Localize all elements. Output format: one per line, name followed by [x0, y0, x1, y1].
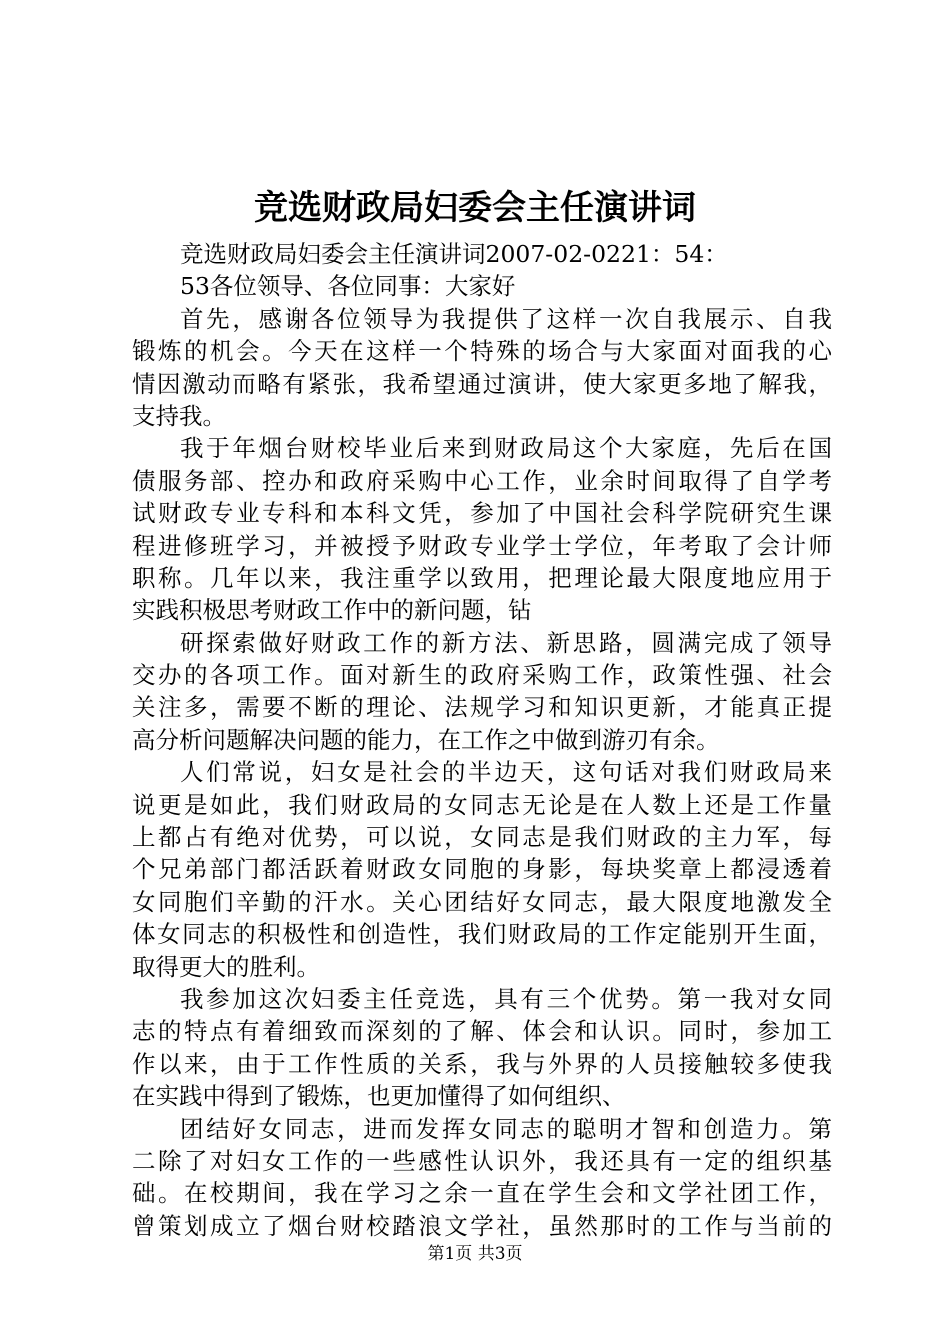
text-line: 作以来，由于工作性质的关系，我与外界的人员接触较多使我 — [132, 1049, 832, 1078]
text-line: 支持我。 — [132, 401, 226, 430]
page-indicator: 第1页 共3页 — [427, 1244, 523, 1264]
text-line: 实践积极思考财政工作中的新问题，钻 — [132, 596, 532, 625]
text-line: 取得更大的胜利。 — [132, 952, 320, 981]
text-line: 高分析问题解决问题的能力，在工作之中做到游刃有余。 — [132, 725, 720, 754]
text-line: 程进修班学习，并被授予财政专业学士学位，年考取了会计师 — [132, 531, 832, 560]
text-line: 首先，感谢各位领导为我提供了这样一次自我展示、自我 — [180, 304, 832, 333]
text-line: 人们常说，妇女是社会的半边天，这句话对我们财政局来 — [180, 758, 832, 787]
text-line: 我参加这次妇委主任竞选，具有三个优势。第一我对女同 — [180, 984, 832, 1013]
text-line: 关注多，需要不断的理论、法规学习和知识更新，才能真正提 — [132, 693, 832, 722]
text-line: 我于年烟台财校毕业后来到财政局这个大家庭，先后在国 — [180, 434, 832, 463]
text-line: 个兄弟部门都活跃着财政女同胞的身影，每块奖章上都浸透着 — [132, 855, 832, 884]
text-line: 53各位领导、各位同事：大家好 — [180, 272, 516, 301]
text-line: 竞选财政局妇委会主任演讲词2007-02-0221：54： — [180, 240, 728, 268]
text-line: 团结好女同志，进而发挥女同志的聪明才智和创造力。第 — [180, 1114, 832, 1143]
text-line: 锻炼的机会。今天在这样一个特殊的场合与大家面对面我的心 — [132, 337, 832, 366]
text-line: 说更是如此，我们财政局的女同志无论是在人数上还是工作量 — [132, 790, 832, 819]
text-line: 女同胞们辛勤的汗水。关心团结好女同志，最大限度地激发全 — [132, 887, 832, 916]
text-line: 在实践中得到了锻炼，也更加懂得了如何组织、 — [132, 1082, 626, 1111]
text-line: 职称。几年以来，我注重学以致用，把理论最大限度地应用于 — [132, 563, 832, 592]
document-title: 竞选财政局妇委会主任演讲词 — [254, 188, 696, 228]
text-line: 上都占有绝对优势，可以说，女同志是我们财政的主力军，每 — [132, 823, 832, 852]
text-line: 情因激动而略有紧张，我希望通过演讲，使大家更多地了解我， — [132, 369, 832, 398]
text-line: 志的特点有着细致而深刻的了解、体会和认识。同时，参加工 — [132, 1017, 832, 1046]
text-line: 曾策划成立了烟台财校踏浪文学社，虽然那时的工作与当前的 — [132, 1211, 832, 1240]
text-line: 债服务部、控办和政府采购中心工作，业余时间取得了自学考 — [132, 466, 832, 495]
text-line: 交办的各项工作。面对新生的政府采购工作，政策性强、社会 — [132, 661, 832, 690]
text-line: 础。在校期间，我在学习之余一直在学生会和文学社团工作， — [132, 1179, 832, 1208]
document-body — [132, 238, 832, 1242]
text-line: 体女同志的积极性和创造性，我们财政局的工作定能别开生面， — [132, 920, 832, 949]
text-line: 研探索做好财政工作的新方法、新思路，圆满完成了领导 — [180, 628, 832, 657]
text-line: 试财政专业专科和本科文凭，参加了中国社会科学院研究生课 — [132, 499, 832, 528]
text-line: 二除了对妇女工作的一些感性认识外，我还具有一定的组织基 — [132, 1146, 832, 1175]
